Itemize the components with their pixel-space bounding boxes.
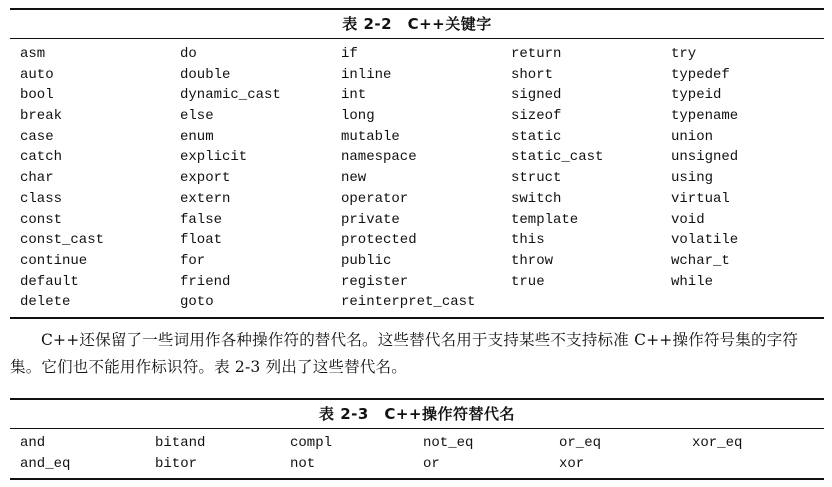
table-cell: mutable	[341, 128, 400, 145]
table-cell: const_cast	[20, 232, 105, 249]
table-cell: do	[180, 46, 197, 62]
table-cell: default	[20, 273, 79, 290]
table-cell: auto	[20, 66, 54, 83]
table-cell: for	[180, 252, 206, 269]
table-cell: and	[20, 435, 46, 451]
table-cell: volatile	[671, 232, 739, 249]
operator-alternatives-table	[10, 398, 824, 480]
table-cell: static_cast	[511, 149, 604, 166]
table-cell: struct	[511, 170, 562, 187]
table-cell: xor_eq	[692, 435, 743, 451]
table-cell: bitand	[155, 435, 206, 451]
table-cell: or_eq	[559, 435, 602, 451]
table-cell: reinterpret_cast	[341, 294, 476, 311]
keywords-table	[10, 8, 824, 319]
table-cell: continue	[20, 252, 88, 269]
keywords-table-caption: 表 2-2 C++关键字	[10, 10, 824, 39]
table-cell: switch	[511, 190, 562, 207]
table-cell: short	[511, 66, 554, 83]
table-cell: bitor	[155, 456, 198, 472]
table-cell: and_eq	[20, 456, 71, 472]
table-cell: signed	[511, 87, 562, 104]
table-cell: false	[180, 211, 223, 228]
table-cell: enum	[180, 128, 214, 145]
table-cell: class	[20, 190, 63, 207]
table-cell: sizeof	[511, 108, 562, 125]
table-cell: delete	[20, 294, 71, 311]
table-cell: friend	[180, 273, 231, 290]
table-cell: using	[671, 170, 714, 187]
table-cell: namespace	[341, 149, 417, 166]
table-cell: throw	[511, 252, 554, 269]
table-cell: asm	[20, 46, 46, 62]
table-cell: typeid	[671, 87, 722, 104]
table-cell: if	[341, 46, 358, 62]
table-cell: void	[671, 211, 705, 228]
table-cell: case	[20, 128, 54, 145]
table-cell: inline	[341, 66, 392, 83]
table-cell: const	[20, 211, 63, 228]
table-cell: int	[341, 87, 367, 104]
table-cell: true	[511, 273, 545, 290]
table-cell: bool	[20, 87, 54, 104]
table-cell: new	[341, 170, 367, 187]
table-cell: try	[671, 46, 697, 62]
body-paragraph: C++还保留了一些词用作各种操作符的替代名。这些替代名用于支持某些不支持标准 C++操作符号集的字符集。它们也不能用作标识符。表 2-3 列出了这些替代名。	[10, 331, 799, 376]
table-cell: typedef	[671, 66, 730, 83]
table-cell: this	[511, 232, 545, 249]
table-cell: not	[290, 456, 316, 472]
table-cell: template	[511, 211, 579, 228]
table-cell: unsigned	[671, 149, 739, 166]
table-cell: return	[511, 46, 562, 62]
table-cell: private	[341, 211, 400, 228]
table-cell: xor	[559, 456, 585, 472]
table-cell: else	[180, 108, 214, 125]
table-cell: goto	[180, 294, 214, 311]
table-cell: typename	[671, 108, 739, 125]
table-cell: union	[671, 128, 714, 145]
table-cell: export	[180, 170, 231, 187]
table-cell: register	[341, 273, 409, 290]
table-cell: double	[180, 66, 231, 83]
table-cell: dynamic_cast	[180, 87, 281, 104]
table-cell: not_eq	[423, 435, 474, 451]
table-cell: operator	[341, 190, 409, 207]
table-cell: static	[511, 128, 562, 145]
table-cell	[671, 292, 821, 313]
table-cell: public	[341, 252, 392, 269]
table-cell: char	[20, 170, 54, 187]
table-cell: wchar_t	[671, 252, 730, 269]
table-cell	[692, 454, 822, 475]
table-cell: virtual	[671, 190, 730, 207]
table-cell: catch	[20, 149, 63, 166]
operator-alternatives-table-body	[10, 429, 824, 478]
table-cell	[511, 292, 671, 313]
keywords-table-body	[10, 39, 824, 317]
table-cell: float	[180, 232, 223, 249]
table-cell: protected	[341, 232, 417, 249]
table-cell: while	[671, 273, 714, 290]
table-cell: explicit	[180, 149, 248, 166]
operator-alternatives-table-caption: 表 2-3 C++操作符替代名	[10, 400, 824, 429]
table-cell: compl	[290, 435, 333, 451]
table-cell: extern	[180, 190, 231, 207]
table-cell: break	[20, 108, 63, 125]
table-cell: or	[423, 456, 440, 472]
table-cell: long	[341, 108, 375, 125]
